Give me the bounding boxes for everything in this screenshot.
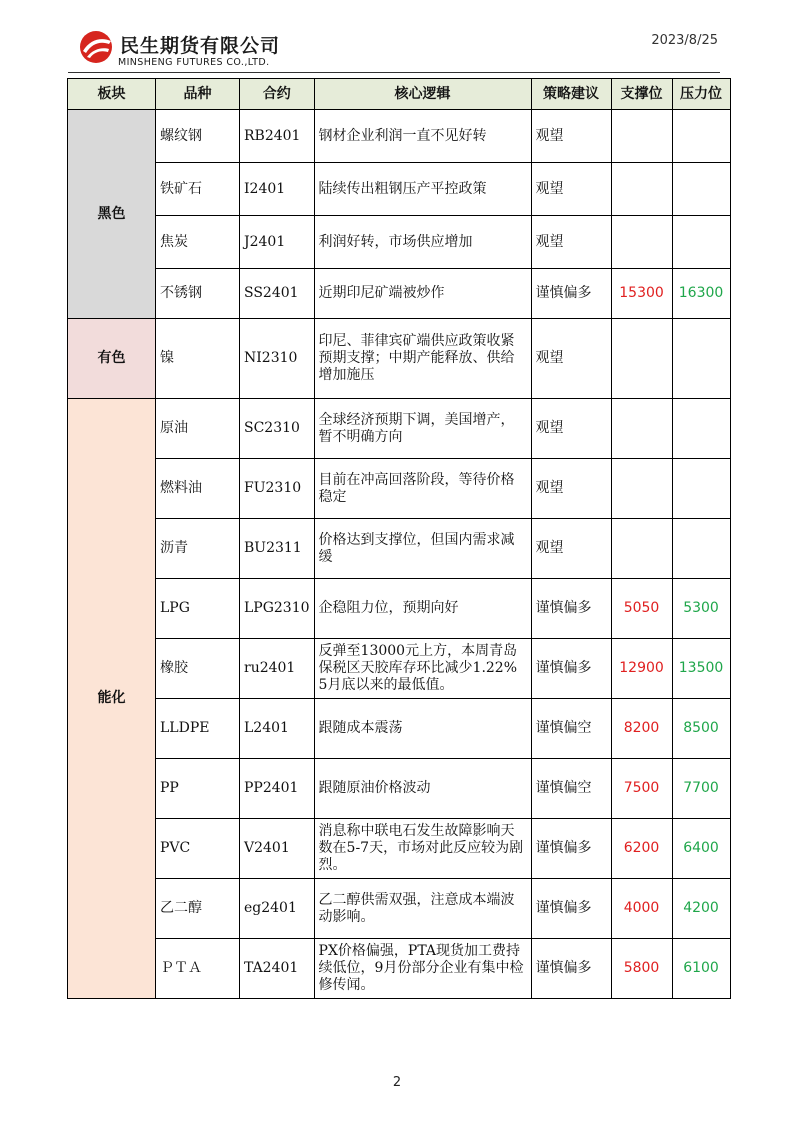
table-row <box>68 579 731 639</box>
resistance-cell <box>672 399 730 459</box>
logic-cell: 利润好转，市场供应增加 <box>314 216 531 269</box>
resistance-cell <box>672 163 730 216</box>
logic-cell: 跟随成本震荡 <box>314 699 531 759</box>
product-cell: 螺纹钢 <box>156 110 240 163</box>
strategy-cell: 谨慎偏多 <box>531 639 611 699</box>
page-header <box>78 27 718 71</box>
strategy-cell: 谨慎偏多 <box>531 819 611 879</box>
resistance-cell <box>672 519 730 579</box>
report-date: 2023/8/25 <box>651 33 718 48</box>
strategy-cell: 谨慎偏多 <box>531 269 611 319</box>
resistance-cell: 16300 <box>672 269 730 319</box>
resistance-cell: 6400 <box>672 819 730 879</box>
resistance-cell: 7700 <box>672 759 730 819</box>
contract-cell: SS2401 <box>240 269 315 319</box>
contract-cell: V2401 <box>240 819 315 879</box>
table-row <box>68 939 731 999</box>
logic-cell: 陆续传出粗钢压产平控政策 <box>314 163 531 216</box>
resistance-cell: 6100 <box>672 939 730 999</box>
logic-cell: 印尼、菲律宾矿端供应政策收紧预期支撑；中期产能释放、供给增加施压 <box>314 319 531 399</box>
resistance-cell <box>672 110 730 163</box>
resistance-cell: 5300 <box>672 579 730 639</box>
sector-energy-chemical: 能化 <box>68 399 156 999</box>
support-cell <box>611 216 672 269</box>
product-cell: 铁矿石 <box>156 163 240 216</box>
product-cell: 镍 <box>156 319 240 399</box>
resistance-cell <box>672 216 730 269</box>
column-header-strategy: 策略建议 <box>531 79 611 110</box>
contract-cell: PP2401 <box>240 759 315 819</box>
resistance-cell: 4200 <box>672 879 730 939</box>
resistance-cell: 13500 <box>672 639 730 699</box>
table-header-row <box>68 79 731 110</box>
strategy-cell: 谨慎偏多 <box>531 879 611 939</box>
column-header-sector: 板块 <box>68 79 156 110</box>
strategy-table <box>67 78 731 999</box>
logic-cell: 反弹至13000元上方，本周青岛保税区天胶库存环比减少1.22% 5月底以来的最低值。 <box>314 639 531 699</box>
support-cell: 4000 <box>611 879 672 939</box>
contract-cell: RB2401 <box>240 110 315 163</box>
table-row <box>68 319 731 399</box>
contract-cell: ru2401 <box>240 639 315 699</box>
contract-cell: NI2310 <box>240 319 315 399</box>
strategy-cell: 谨慎偏多 <box>531 579 611 639</box>
strategy-cell: 观望 <box>531 319 611 399</box>
resistance-cell <box>672 319 730 399</box>
product-cell: 橡胶 <box>156 639 240 699</box>
contract-cell: SC2310 <box>240 399 315 459</box>
product-cell: 乙二醇 <box>156 879 240 939</box>
logic-cell: 企稳阻力位，预期向好 <box>314 579 531 639</box>
company-name-cn: 民生期货有限公司 <box>120 35 281 57</box>
contract-cell: L2401 <box>240 699 315 759</box>
strategy-cell: 谨慎偏空 <box>531 699 611 759</box>
table-row <box>68 216 731 269</box>
sector-nonferrous: 有色 <box>68 319 156 399</box>
logic-cell: 全球经济预期下调，美国增产，暂不明确方向 <box>314 399 531 459</box>
column-header-product: 品种 <box>156 79 240 110</box>
column-header-logic: 核心逻辑 <box>314 79 531 110</box>
product-cell: 燃料油 <box>156 459 240 519</box>
product-cell: LLDPE <box>156 699 240 759</box>
support-cell: 5800 <box>611 939 672 999</box>
table-row <box>68 519 731 579</box>
support-cell: 5050 <box>611 579 672 639</box>
table-row <box>68 819 731 879</box>
logic-cell: 消息称中联电石发生故障影响天数在5-7天，市场对此反应较为剧烈。 <box>314 819 531 879</box>
table-row <box>68 459 731 519</box>
contract-cell: FU2310 <box>240 459 315 519</box>
product-cell: PP <box>156 759 240 819</box>
support-cell <box>611 399 672 459</box>
contract-cell: TA2401 <box>240 939 315 999</box>
table-row <box>68 879 731 939</box>
column-header-resistance: 压力位 <box>672 79 730 110</box>
table-row <box>68 163 731 216</box>
support-cell: 12900 <box>611 639 672 699</box>
support-cell <box>611 459 672 519</box>
strategy-cell: 观望 <box>531 216 611 269</box>
strategy-cell: 观望 <box>531 519 611 579</box>
table-row <box>68 110 731 163</box>
product-cell: 焦炭 <box>156 216 240 269</box>
support-cell: 8200 <box>611 699 672 759</box>
minsheng-logo-icon <box>78 29 114 65</box>
logic-cell: PX价格偏强，PTA现货加工费持续低位，9月份部分企业有集中检修传闻。 <box>314 939 531 999</box>
support-cell: 6200 <box>611 819 672 879</box>
support-cell: 7500 <box>611 759 672 819</box>
support-cell: 15300 <box>611 269 672 319</box>
logic-cell: 近期印尼矿端被炒作 <box>314 269 531 319</box>
contract-cell: J2401 <box>240 216 315 269</box>
logic-cell: 价格达到支撑位，但国内需求减缓 <box>314 519 531 579</box>
table-row <box>68 399 731 459</box>
support-cell <box>611 519 672 579</box>
support-cell <box>611 110 672 163</box>
support-cell <box>611 319 672 399</box>
logic-cell: 跟随原油价格波动 <box>314 759 531 819</box>
column-header-contract: 合约 <box>240 79 315 110</box>
logic-cell: 钢材企业利润一直不见好转 <box>314 110 531 163</box>
strategy-cell: 观望 <box>531 399 611 459</box>
header-divider <box>68 72 720 73</box>
table-row <box>68 699 731 759</box>
resistance-cell <box>672 459 730 519</box>
product-cell: 沥青 <box>156 519 240 579</box>
contract-cell: BU2311 <box>240 519 315 579</box>
table-row <box>68 639 731 699</box>
strategy-cell: 观望 <box>531 163 611 216</box>
column-header-support: 支撑位 <box>611 79 672 110</box>
product-cell: 不锈钢 <box>156 269 240 319</box>
strategy-cell: 观望 <box>531 110 611 163</box>
sector-black: 黑色 <box>68 110 156 319</box>
table-row <box>68 759 731 819</box>
contract-cell: eg2401 <box>240 879 315 939</box>
product-cell: ＰＴＡ <box>156 939 240 999</box>
product-cell: PVC <box>156 819 240 879</box>
support-cell <box>611 163 672 216</box>
contract-cell: LPG2310 <box>240 579 315 639</box>
table-row <box>68 269 731 319</box>
company-name-en: MINSHENG FUTURES CO.,LTD. <box>118 57 270 68</box>
product-cell: 原油 <box>156 399 240 459</box>
contract-cell: I2401 <box>240 163 315 216</box>
strategy-cell: 观望 <box>531 459 611 519</box>
page-number: 2 <box>392 1075 402 1090</box>
strategy-cell: 谨慎偏多 <box>531 939 611 999</box>
logic-cell: 目前在冲高回落阶段，等待价格稳定 <box>314 459 531 519</box>
logic-cell: 乙二醇供需双强，注意成本端波动影响。 <box>314 879 531 939</box>
resistance-cell: 8500 <box>672 699 730 759</box>
strategy-cell: 谨慎偏空 <box>531 759 611 819</box>
product-cell: LPG <box>156 579 240 639</box>
